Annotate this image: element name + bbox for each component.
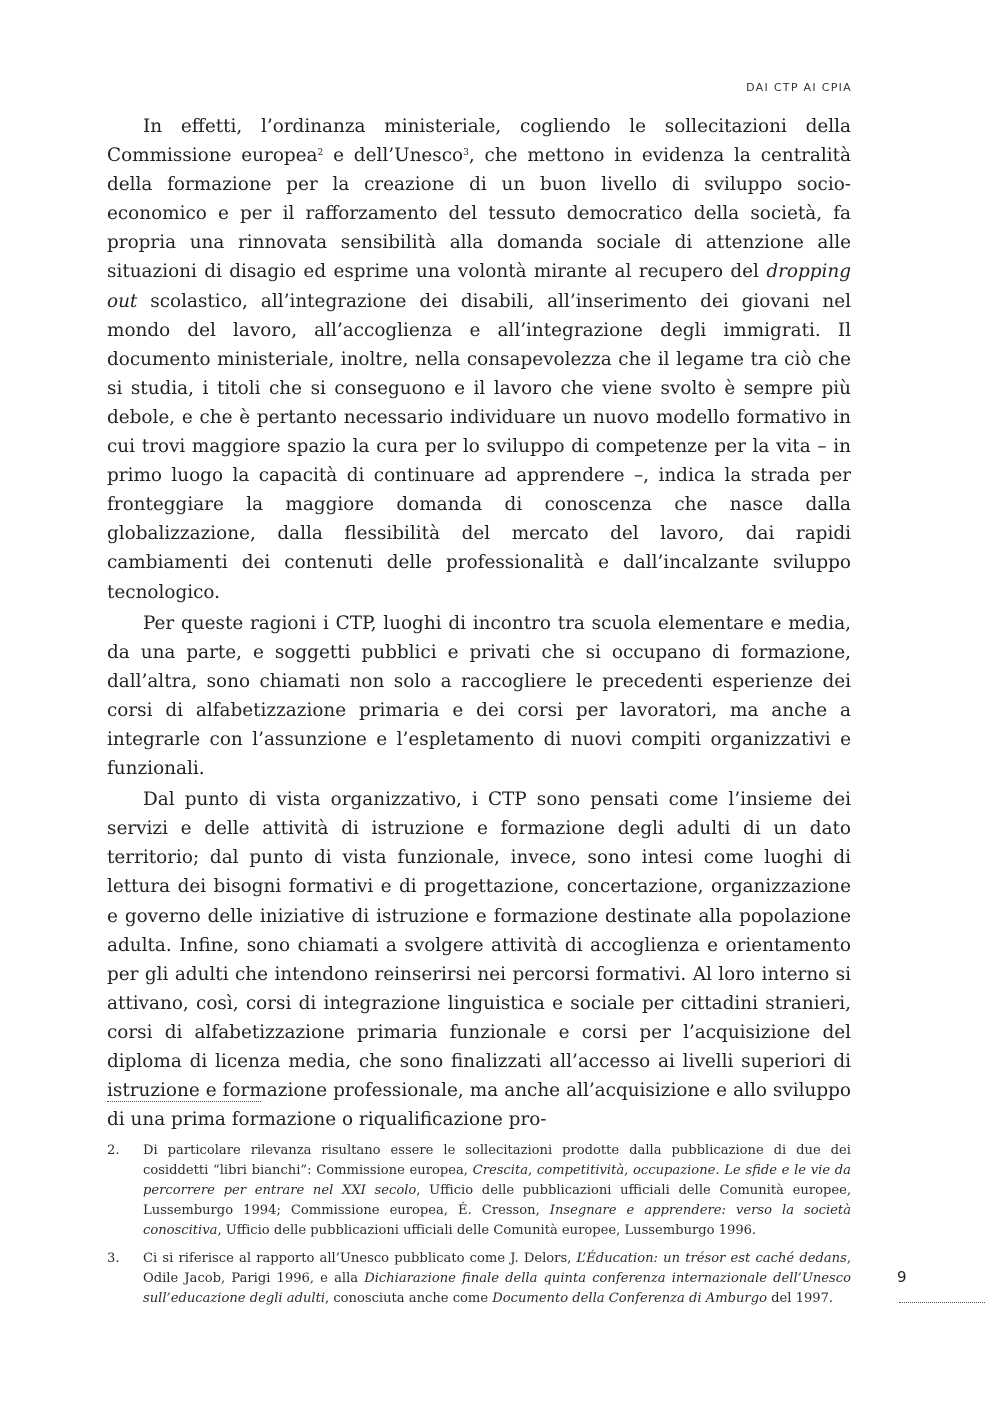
footnote-2-number: 2. xyxy=(107,1143,120,1158)
footnote-ref-3[interactable]: 3 xyxy=(463,148,469,159)
page-number: 9 xyxy=(897,1268,907,1286)
paragraph-1 xyxy=(107,112,851,607)
paragraph-3: Dal punto di vista organizzativo, i CTP sono pensati come l’insieme dei servizi e delle attività di istruzione e formazione degli adulti di un dato territorio; dal punto di vista funzionale, invece, sono intesi come luoghi di lettura dei bisogni formativi e di progettazione, concertazione, organizzazione e governo delle iniziative di istruzione e formazione destinate alla popolazione adulta. Infine, sono chiamati a svolgere attività di accoglienza e orientamento per gli adulti che intendono reinserirsi nei percorsi formativi. Al loro interno si attivano, così, corsi di integrazione linguistica e sociale per cittadini stranieri, corsi di alfabetizzazione primaria funzionale e corsi per l’acquisizione del diploma di licenza media, che sono finalizzati all’accesso ai livelli superiori di istruzione e formazione professionale, ma anche all’acquisizione e allo sviluppo di una prima formazione o riqualificazione pro- xyxy=(107,789,851,1131)
footnote-ref-2[interactable]: 2 xyxy=(317,148,324,159)
page-number-rule xyxy=(899,1302,985,1303)
paragraph-2: Per queste ragioni i CTP, luoghi di incontro tra scuola elementare e media, da una parte, e soggetti pubblici e privati che si occupano di formazione, dall’altra, sono chiamati non solo a raccogliere le precedenti esperienze dei corsi di alfabetizzazione primaria e dei corsi per lavoratori, ma anche a integrarle con l’assunzione e l’espletamento di nuovi compiti organizzativi e funzionali. xyxy=(107,612,851,780)
footnotes xyxy=(107,1141,851,1317)
footnote-3-italic-1: L’Éducation: un trésor est caché dedans xyxy=(576,1251,847,1266)
footnote-3-text xyxy=(143,1249,851,1309)
footnote-3-number: 3. xyxy=(107,1251,120,1266)
footnote-2-italic-1: Crescita, competitività, occupazione. Le sfide e le vie da percorrere per entrare nel XXI secolo xyxy=(143,1163,851,1198)
footnote-3-italic-2: Dichiarazione finale della quinta conferenza internazionale dell’Unesco sull’educazione degli adulti xyxy=(143,1271,851,1306)
footnote-2-italic-2: Insegnare e apprendere: verso la società conoscitiva xyxy=(143,1203,851,1238)
footnote-2 xyxy=(107,1141,851,1241)
paragraph-1-part-c: , che mettono in evidenza la centralità della formazione per la creazione di un buon livello di sviluppo socio-economico e per il rafforzamento del tessuto democratico della società, fa propria una rinnovata sensibilità alla domanda sociale di attenzione alle situazioni di disagio ed esprime una volontà mirante al recupero del xyxy=(107,145,851,283)
footnote-2-text xyxy=(143,1141,851,1241)
footnote-3-part-d: del 1997. xyxy=(766,1291,834,1306)
footnote-2-part-a: Di particolare rilevanza risultano essere le sollecitazioni prodotte dalla pubblicazione di due dei cosiddetti “libri bianchi”: Commissione europea, xyxy=(143,1143,851,1178)
paragraph-1-part-a: In effetti, l’ordinanza ministeriale, cogliendo le sollecitazioni della Commissione europea xyxy=(107,116,851,167)
footnote-2-part-b: , Ufficio delle pubblicazioni ufficiali delle Comunità europee, Lussemburgo 1994; Commissione europea, É. Cresson, xyxy=(143,1183,851,1218)
body-text xyxy=(107,112,851,1134)
paragraph-1-part-d: scolastico, all’integrazione dei disabili, all’inserimento dei giovani nel mondo del lavoro, all’accoglienza e all’integrazione degli immigrati. Il documento ministeriale, inoltre, nella consapevolezza che il legame tra ciò che si studia, i titoli che si conseguono e il lavoro che viene svolto è sempre più debole, e che è pertanto necessario individuare un nuovo modello formativo in cui trovi maggiore spazio la cura per lo sviluppo di competenze per la vita – in primo luogo la capacità di continuare ad apprendere –, indica la strada per fronteggiare la maggiore domanda di conoscenza che nasce dalla globalizzazione, dalla flessibilità del mercato del lavoro, dai rapidi cambiamenti dei contenuti delle professionalità e dall’incalzante sviluppo tecnologico. xyxy=(107,290,851,603)
footnote-2-part-c: , Ufficio delle pubblicazioni ufficiali delle Comunità europee, Lussemburgo 1996. xyxy=(217,1223,757,1238)
paragraph-1-italic: dropping out xyxy=(107,261,851,312)
footnote-3-part-c: , conosciuta anche come xyxy=(325,1291,493,1306)
footnote-3-part-a: Ci si riferisce al rapporto all’Unesco pubblicato come J. Delors, xyxy=(143,1251,577,1266)
footnote-3-part-b: , Odile Jacob, Parigi 1996, e alla xyxy=(143,1251,851,1286)
footnote-3 xyxy=(107,1249,851,1309)
footnote-separator xyxy=(107,1101,261,1102)
paragraph-1-part-b: e dell’Unesco xyxy=(323,145,464,167)
running-header: DAI CTP AI CPIA xyxy=(746,81,852,94)
footnote-3-italic-3: Documento della Conferenza di Amburgo xyxy=(492,1291,767,1306)
